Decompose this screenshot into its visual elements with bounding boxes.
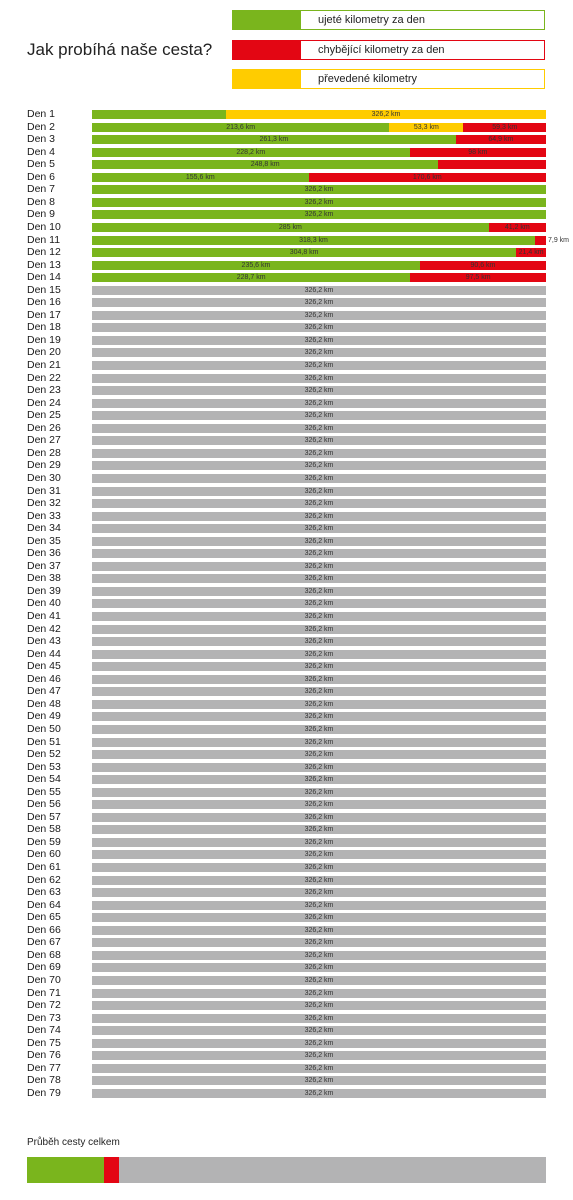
data-label: 326,2 km [304,600,334,608]
day-label: Den 47 [27,685,61,698]
data-label: 326,2 km [304,374,334,382]
day-label: Den 53 [27,760,61,773]
data-label: 248,8 km [250,161,280,169]
data-label: 326,2 km [304,751,334,759]
data-label: 97,5 km [465,274,491,282]
data-label: 326,2 km [304,638,334,646]
day-label: Den 44 [27,647,61,660]
day-label: Den 11 [27,233,61,246]
day-label: Den 37 [27,559,61,572]
day-label: Den 67 [27,936,61,949]
data-label: 326,2 km [304,336,334,344]
data-label: 326,2 km [304,324,334,332]
data-label: 41,2 km [504,223,530,231]
data-label: 155,6 km [185,173,215,181]
data-label: 326,2 km [304,1089,334,1097]
data-label: 326,2 km [304,964,334,972]
data-label: 326,2 km [304,512,334,520]
data-label: 326,2 km [304,311,334,319]
day-label: Den 15 [27,283,61,296]
day-label: Den 28 [27,446,61,459]
data-label: 326,2 km [304,399,334,407]
day-label: Den 62 [27,873,61,886]
day-label: Den 69 [27,961,61,974]
data-label: 326,2 km [304,487,334,495]
data-label: 326,2 km [304,889,334,897]
data-label: 21,4 km [518,249,544,257]
data-label: 213,6 km [226,123,256,131]
day-label: Den 78 [27,1074,61,1087]
data-label: 98 km [468,148,488,156]
day-label: Den 18 [27,321,61,334]
summary-bar [27,1157,546,1183]
data-label: 326,2 km [304,688,334,696]
data-label: 326,2 km [304,211,334,219]
data-label: 326,2 km [304,700,334,708]
day-label: Den 76 [27,1049,61,1062]
day-label: Den 42 [27,622,61,635]
day-label: Den 20 [27,346,61,359]
data-label: 326,2 km [304,587,334,595]
day-label: Den 6 [27,170,56,183]
day-label: Den 1 [27,108,56,120]
day-label: Den 2 [27,120,56,133]
day-label: Den 61 [27,861,61,873]
data-label: 304,8 km [289,249,319,257]
data-label: 326,2 km [304,663,334,671]
day-label: Den 31 [27,484,61,497]
data-label: 326,2 km [304,738,334,746]
data-label: 326,2 km [304,550,334,558]
data-label: 326,2 km [371,111,401,118]
bar-segment-driven [92,110,226,119]
day-label: Den 8 [27,195,56,208]
data-label: 326,2 km [304,437,334,445]
day-label: Den 79 [27,1086,61,1099]
data-label: 326,2 km [304,801,334,809]
day-label: Den 36 [27,547,61,560]
data-label: 318,3 km [299,236,328,244]
data-label: 326,2 km [304,349,334,357]
data-label: 326,2 km [304,826,334,834]
day-label: Den 46 [27,672,61,685]
day-label: Den 60 [27,848,61,861]
data-label: 326,2 km [304,989,334,997]
data-label: 326,2 km [304,713,334,721]
day-label: Den 25 [27,409,61,422]
data-label: 326,2 km [304,575,334,583]
bar-segment-missing [438,160,546,169]
legend-label: ujeté kilometry za den [318,14,425,26]
day-label: Den 64 [27,898,61,911]
day-label: Den 59 [27,835,61,848]
bar-segment-missing [535,236,546,245]
data-label: 326,2 km [304,198,334,206]
day-label: Den 13 [27,258,61,271]
data-label: 261,3 km [259,136,289,144]
data-label: 326,2 km [304,876,334,884]
day-label: Den 74 [27,1024,61,1037]
data-label: 285 km [278,223,302,231]
data-label: 326,2 km [304,387,334,395]
day-label: Den 39 [27,584,61,597]
legend-swatch [233,41,301,59]
legend-label: chybějící kilometry za den [318,44,445,56]
day-label: Den 48 [27,697,61,710]
data-label: 326,2 km [304,462,334,470]
day-label: Den 72 [27,999,61,1012]
legend-swatch [233,11,301,29]
day-label: Den 24 [27,396,61,409]
data-label: 326,2 km [304,474,334,482]
data-label: 326,2 km [304,186,334,194]
day-label: Den 56 [27,798,61,811]
day-label: Den 14 [27,271,61,284]
day-label: Den 51 [27,735,61,748]
day-label: Den 50 [27,722,61,735]
day-label: Den 73 [27,1011,61,1024]
day-label: Den 40 [27,597,61,610]
day-label: Den 38 [27,572,61,585]
day-label: Den 23 [27,384,61,397]
data-label: 326,2 km [304,299,334,307]
data-label: 326,2 km [304,1014,334,1022]
day-label: Den 7 [27,183,56,196]
data-label: 326,2 km [304,562,334,570]
data-label: 326,2 km [304,813,334,821]
data-label: 326,2 km [304,1077,334,1085]
day-label: Den 17 [27,308,61,321]
day-label: Den 43 [27,635,61,648]
data-label: 326,2 km [304,851,334,859]
day-label: Den 19 [27,333,61,346]
data-label: 326,2 km [304,500,334,508]
day-label: Den 12 [27,246,61,259]
data-label: 59,3 km [492,123,518,131]
day-label: Den 5 [27,158,56,171]
data-label: 326,2 km [304,613,334,620]
data-label: 326,2 km [304,838,334,846]
data-label: 326,2 km [304,763,334,771]
summary-title: Průběh cesty celkem [27,1137,120,1148]
data-label: 326,2 km [304,449,334,457]
data-label: 90,6 km [470,261,496,269]
day-label: Den 58 [27,823,61,836]
day-label: Den 41 [27,610,61,622]
day-label: Den 29 [27,459,61,472]
summary-missing [104,1157,120,1183]
day-label: Den 57 [27,810,61,823]
day-label: Den 45 [27,660,61,673]
data-label: 235,6 km [241,261,271,269]
data-label: 326,2 km [304,951,334,959]
data-label: 326,2 km [304,976,334,984]
data-label: 326,2 km [304,926,334,934]
data-label: 326,2 km [304,650,334,658]
day-label: Den 49 [27,710,61,723]
legend-swatch [233,70,301,88]
day-label: Den 21 [27,359,61,371]
data-label: 326,2 km [304,1039,334,1047]
data-label: 326,2 km [304,675,334,683]
day-label: Den 22 [27,371,61,384]
day-label: Den 9 [27,208,56,221]
day-label: Den 63 [27,886,61,899]
day-label: Den 3 [27,133,56,146]
data-label: 64,9 km [488,136,514,144]
legend-item [232,69,545,89]
data-label: 228,7 km [236,274,266,282]
data-label: 326,2 km [304,625,334,633]
day-label: Den 30 [27,471,61,484]
data-label: 326,2 km [304,1052,334,1060]
data-label: 326,2 km [304,864,334,871]
data-label: 326,2 km [304,776,334,784]
data-label: 326,2 km [304,525,334,533]
legend-item [232,40,545,60]
day-label: Den 52 [27,748,61,761]
day-label: Den 10 [27,220,61,233]
data-label: 326,2 km [304,362,334,369]
data-label: 326,2 km [304,424,334,432]
data-label: 53,3 km [413,123,439,131]
data-label: 326,2 km [304,914,334,922]
day-label: Den 35 [27,534,61,547]
page-title: Jak probíhá naše cesta? [27,40,213,59]
data-label: 7,9 km [548,236,570,244]
data-label: 326,2 km [304,286,334,294]
day-label: Den 26 [27,421,61,434]
day-label: Den 68 [27,948,61,961]
data-label: 326,2 km [304,1064,334,1072]
day-label: Den 32 [27,497,61,510]
data-label: 326,2 km [304,537,334,545]
day-label: Den 33 [27,509,61,522]
data-label: 326,2 km [304,1002,334,1010]
data-label: 326,2 km [304,1027,334,1035]
legend-item [232,10,545,30]
day-label: Den 27 [27,434,61,447]
day-label: Den 16 [27,296,61,309]
summary-driven [27,1157,104,1183]
data-label: 326,2 km [304,725,334,733]
day-label: Den 65 [27,911,61,924]
legend-label: převedené kilometry [318,73,418,85]
data-label: 326,2 km [304,901,334,909]
day-label: Den 34 [27,522,61,535]
data-label: 228,2 km [236,148,266,156]
day-label: Den 70 [27,973,61,986]
data-label: 170,6 km [412,173,442,181]
day-label: Den 77 [27,1061,61,1074]
day-label: Den 54 [27,773,61,786]
day-label: Den 4 [27,145,56,158]
data-label: 326,2 km [304,939,334,947]
day-label: Den 55 [27,785,61,798]
day-label: Den 75 [27,1036,61,1049]
day-label: Den 66 [27,923,61,936]
data-label: 326,2 km [304,412,334,420]
day-label: Den 71 [27,986,61,999]
data-label: 326,2 km [304,788,334,796]
